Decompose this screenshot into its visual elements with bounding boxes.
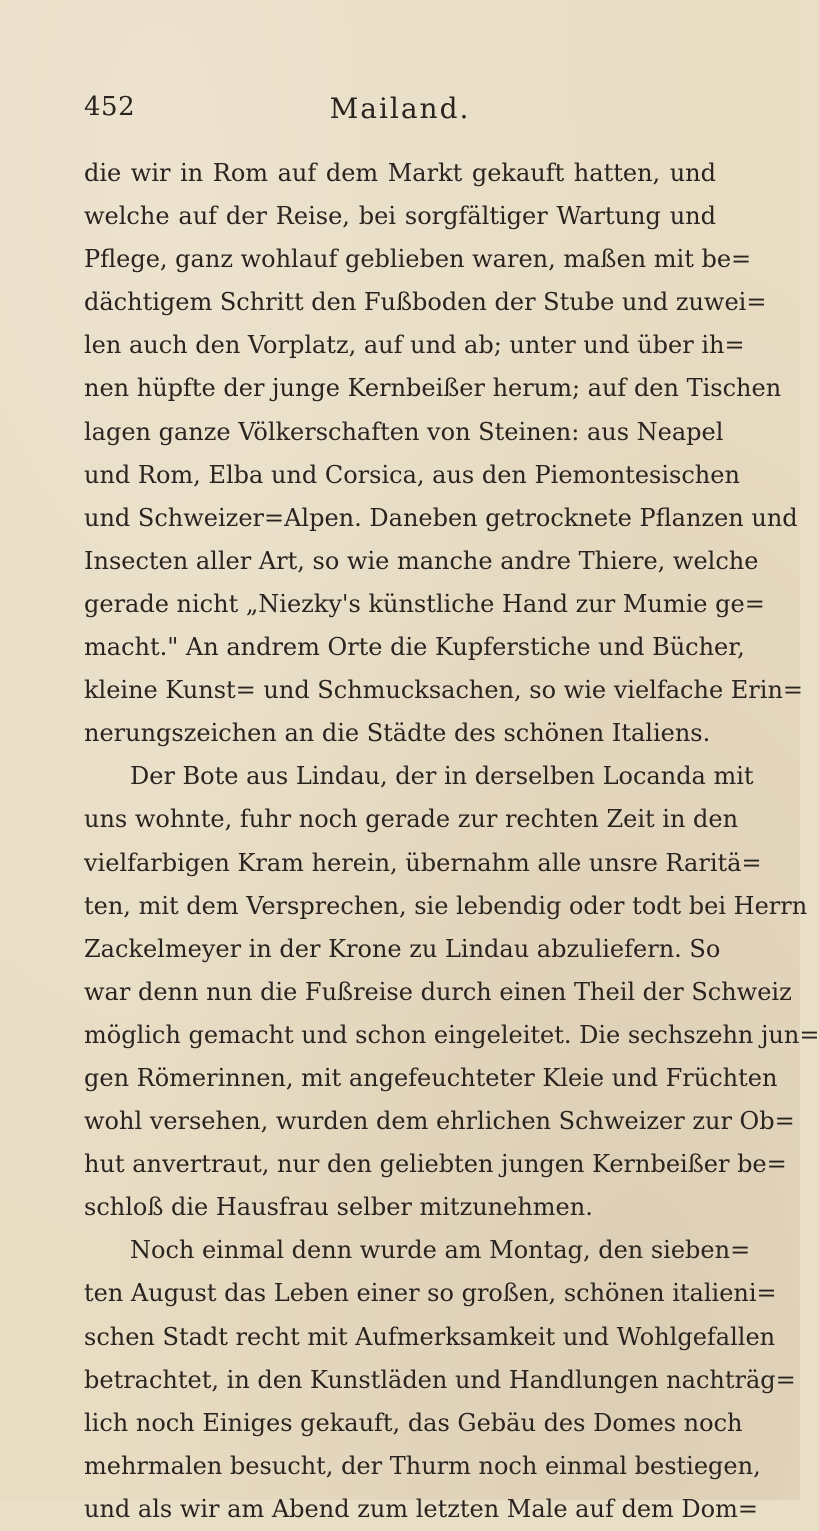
text-line: welche auf der Reise, bei sorgfältiger Wartung und	[84, 202, 716, 231]
text-line: die wir in Rom auf dem Markt gekauft hatten, und	[84, 159, 716, 187]
text-line: und Schweizer=Alpen. Daneben getrocknete Pflanzen und	[84, 503, 798, 532]
text-line: nen hüpfte der junge Kernbeißer herum; auf den Tischen	[84, 374, 782, 403]
text-line: und als wir am Abend zum letzten Male auf dem Dom=	[84, 1494, 758, 1523]
text-line: gerade nicht „Niezky's künstliche Hand zur Mumie ge=	[84, 589, 765, 618]
text-line: kleine Kunst= und Schmucksachen, so wie vielfache Erin=	[84, 676, 804, 705]
text-line: mehrmalen besucht, der Thurm noch einmal bestiegen,	[84, 1451, 761, 1480]
text-line: schen Stadt recht mit Aufmerksamkeit und Wohlgefallen	[84, 1322, 776, 1351]
text-line: Zackelmeyer in der Krone zu Lindau abzuliefern. So	[84, 934, 721, 963]
text-line: möglich gemacht und schon eingeleitet. Die sechszehn jun=	[84, 1020, 819, 1049]
text-line: Insecten aller Art, so wie manche andre Thiere, welche	[84, 546, 759, 575]
paragraph-end-line: nerungszeichen an die Städte des schönen Italiens.	[84, 719, 711, 748]
paragraph-start-line: Noch einmal denn wurde am Montag, den sieben=	[130, 1236, 751, 1265]
text-line: lagen ganze Völkerschaften von Steinen: aus Neapel	[84, 417, 724, 446]
text-line: betrachtet, in den Kunstläden und Handlungen nachträg=	[84, 1365, 796, 1394]
text-line: Pflege, ganz wohlauf geblieben waren, maßen mit be=	[84, 245, 752, 274]
text-line: wohl versehen, wurden dem ehrlichen Schweizer zur Ob=	[84, 1107, 795, 1136]
body-text	[84, 152, 819, 1531]
text-line: war denn nun die Fußreise durch einen Theil der Schweiz	[84, 977, 792, 1006]
text-line: hut anvertraut, nur den geliebten jungen Kernbeißer be=	[84, 1150, 787, 1179]
text-line: len auch den Vorplatz, auf und ab; unter und über ih=	[84, 331, 745, 360]
text-line: ten August das Leben einer so großen, schönen italieni=	[84, 1279, 777, 1308]
text-line: gen Römerinnen, mit angefeuchteter Kleie und Früchten	[84, 1063, 778, 1092]
text-line: uns wohnte, fuhr noch gerade zur rechten Zeit in den	[84, 805, 739, 834]
running-title: Mailand.	[329, 92, 471, 125]
text-line: ten, mit dem Versprechen, sie lebendig oder todt bei Herrn	[84, 891, 808, 920]
paragraph-end-line: schloß die Hausfrau selber mitzunehmen.	[84, 1193, 593, 1222]
text-line: dächtigem Schritt den Fußboden der Stube und zuwei=	[84, 288, 767, 317]
text-line: vielfarbigen Kram herein, übernahm alle unsre Raritä=	[84, 848, 762, 877]
page-number: 452	[84, 92, 136, 122]
text-line: lich noch Einiges gekauft, das Gebäu des Domes noch	[84, 1408, 743, 1437]
text-line: und Rom, Elba und Corsica, aus den Piemontesischen	[84, 460, 740, 489]
text-line: macht." An andrem Orte die Kupferstiche und Bücher,	[84, 633, 745, 662]
paragraph-start-line: Der Bote aus Lindau, der in derselben Locanda mit	[130, 762, 754, 791]
page-header	[84, 92, 716, 132]
